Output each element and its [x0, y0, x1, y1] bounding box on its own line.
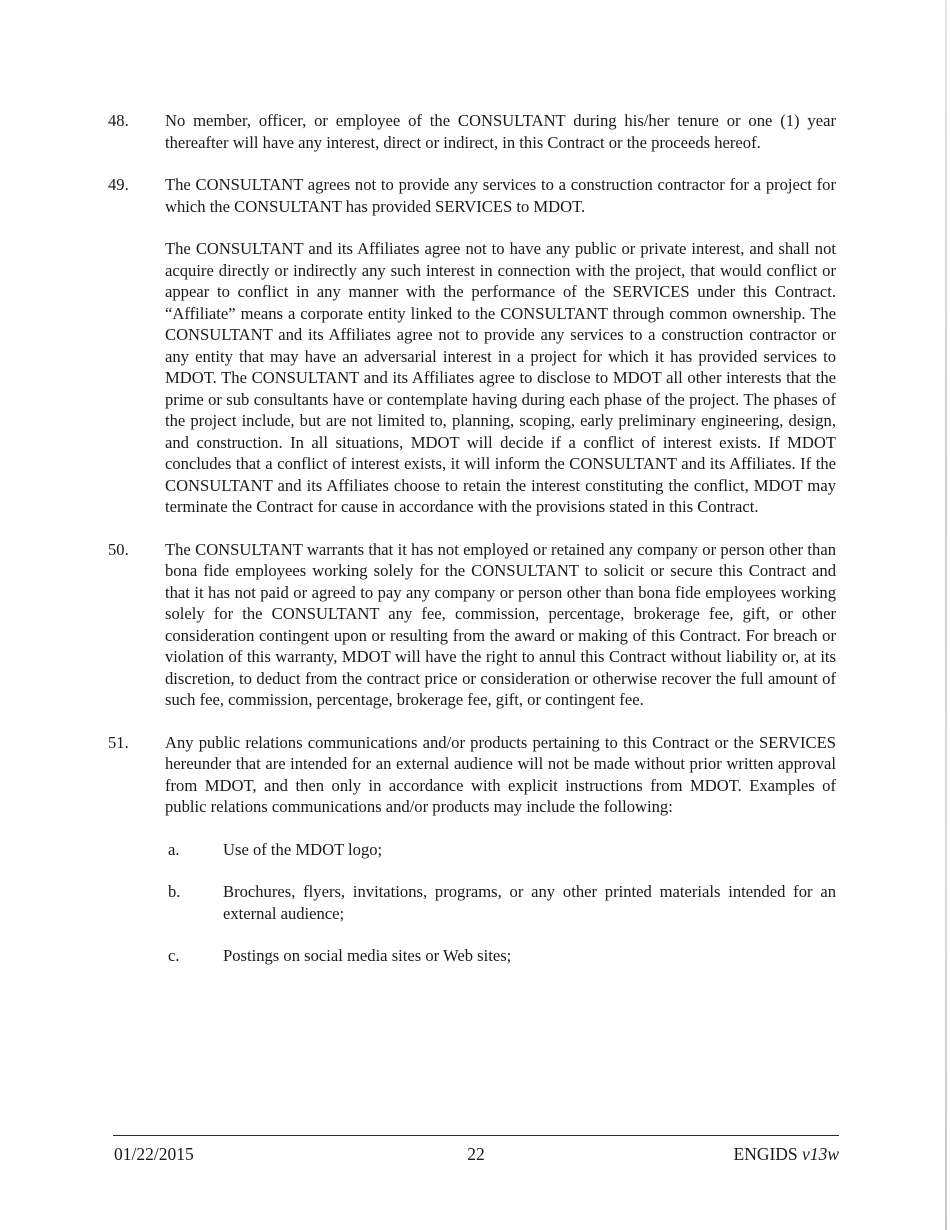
scan-edge-shadow — [945, 0, 947, 1230]
paragraph-number: 48. — [108, 111, 129, 130]
list-item-label: c. — [168, 946, 180, 965]
paragraph-text: The CONSULTANT agrees not to provide any services to a construction contractor for a project for which the CONSULTANT has provided SERVICES to MDOT. — [165, 175, 836, 216]
footer-date: 01/22/2015 — [114, 1144, 194, 1164]
list-item-c — [165, 945, 836, 967]
list-item-label: b. — [168, 882, 181, 901]
document-name: ENGIDS — [733, 1144, 798, 1164]
list-item-text: Postings on social media sites or Web sites; — [223, 946, 512, 965]
paragraph-text: No member, officer, or employee of the CONSULTANT during his/her tenure or one (1) year thereafter will have any interest, direct or indirect, in this Contract or the proceeds hereof. — [165, 111, 836, 152]
paragraph-text: Any public relations communications and/or products pertaining to this Contract or the SERVICES hereunder that are intended for an external audience will not be made without prior written approval from MDOT, and then only in accordance with explicit instructions from MDOT. Examples of public relations communications and/or products may include the following: — [165, 732, 836, 816]
paragraph-number: 50. — [108, 539, 129, 559]
document-body — [108, 110, 836, 988]
document-version: v13w — [802, 1144, 839, 1164]
list-item-text: Use of the MDOT logo; — [223, 839, 383, 859]
list-items — [108, 839, 836, 967]
paragraph-50 — [108, 539, 836, 711]
paragraph-number: 51. — [108, 732, 129, 752]
paragraph-text: The CONSULTANT warrants that it has not employed or retained any company or person other than bona fide employees working solely for the CONSULTANT to solicit or secure this Contract and that it has not paid or agreed to pay any company or person other than bona fide employees working solely for the CONSULTANT any fee, commission, percentage, brokerage fee, gift, or other consideration contingent upon or resulting from the award or making of this Contract. For breach or violation of this warranty, MDOT will have the right to annul this Contract without liability or, at its discretion, to deduct from the contract price or consideration or otherwise recover the full amount of such fee, commission, percentage, brokerage fee, gift, or contingent fee. — [165, 539, 836, 709]
list-item-label: a. — [168, 839, 180, 859]
paragraph-49 — [108, 174, 836, 217]
page-footer — [113, 1135, 839, 1164]
paragraph-51 — [108, 732, 836, 818]
document-id — [734, 1143, 840, 1165]
paragraph-48 — [108, 110, 836, 153]
paragraph-49-continuation: The CONSULTANT and its Affiliates agree not to have any public or private interest, and shall not acquire directly or indirectly any such interest in connection with the project, that would conflict or appear to conflict in any manner with the performance of the SERVICES under this Contract. “Affiliate” means a corporate entity linked to the CONSULTANT through common ownership. The CONSULTANT and its Affiliates agree not to provide any services to a construction contractor or any entity that may have an adversarial interest in a project for which it has provided services to MDOT. The CONSULTANT and its Affiliates agree to disclose to MDOT all other interests that the prime or sub consultants have or contemplate having during each phase of the project. The phases of the project include, but are not limited to, planning, scoping, early preliminary engineering, design, and construction. In all situations, MDOT will decide if a conflict of interest exists. If MDOT concludes that a conflict of interest exists, it will inform the CONSULTANT and its Affiliates. If the CONSULTANT and its Affiliates choose to retain the interest constituting the conflict, MDOT may terminate the Contract for cause in accordance with the provisions stated in this Contract. — [165, 239, 836, 516]
list-item-b — [165, 881, 836, 924]
paragraph-number: 49. — [108, 175, 129, 194]
list-item-a — [165, 839, 836, 861]
list-item-text: Brochures, flyers, invitations, programs, or any other printed materials intended for an external audience; — [223, 882, 836, 923]
page-number: 22 — [467, 1144, 485, 1164]
